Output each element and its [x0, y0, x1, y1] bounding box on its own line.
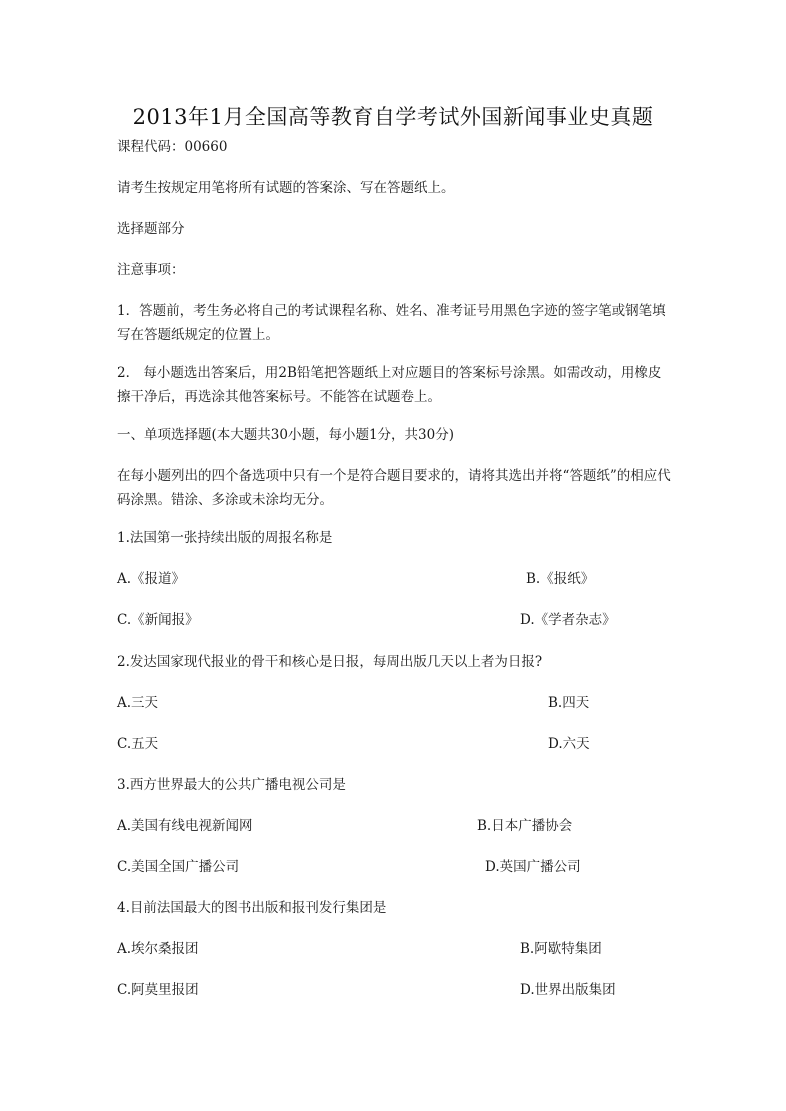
option-d: D.世界出版集团	[520, 982, 616, 998]
option-b: B.日本广播协会	[477, 818, 573, 834]
instruction-text: 请考生按规定用笔将所有试题的答案涂、写在答题纸上。	[117, 180, 455, 196]
course-code: 课程代码：00660	[117, 139, 228, 155]
option-d: D.《学者杂志》	[520, 612, 616, 628]
option-c: C.《新闻报》	[117, 612, 199, 628]
question-stem: 3.西方世界最大的公共广播电视公司是	[117, 777, 346, 793]
note-1: 1．答题前，考生务必将自己的考试课程名称、姓名、准考证号用黑色字迹的签字笔或钢笔填写在答题纸规定的位置上。	[117, 303, 666, 343]
notes-heading: 注意事项：	[117, 262, 185, 278]
option-a: A.《报道》	[117, 571, 186, 587]
option-b: B.《报纸》	[526, 571, 595, 587]
option-d: D.英国广播公司	[485, 859, 581, 875]
option-b: B.四天	[548, 695, 590, 711]
option-a: A.埃尔桑报团	[117, 941, 199, 957]
note-2: 2． 每小题选出答案后，用2B铅笔把答题纸上对应题目的答案标号涂黑。如需改动，用橡皮擦干净后，再选涂其他答案标号。不能答在试题卷上。	[117, 365, 662, 405]
question-stem: 1.法国第一张持续出版的周报名称是	[117, 530, 333, 546]
part1-heading: 一、单项选择题(本大题共30小题，每小题1分，共30分)	[117, 427, 454, 443]
question-stem: 2.发达国家现代报业的骨干和核心是日报，每周出版几天以上者为日报?	[117, 654, 543, 670]
option-d: D.六天	[548, 736, 590, 752]
option-c: C.五天	[117, 736, 159, 752]
option-b: B.阿歇特集团	[520, 941, 602, 957]
section-label: 选择题部分	[117, 221, 185, 237]
option-c: C.美国全国广播公司	[117, 859, 240, 875]
option-a: A.三天	[117, 695, 159, 711]
option-c: C.阿莫里报团	[117, 982, 199, 998]
option-a: A.美国有线电视新闻网	[117, 818, 253, 834]
document-title: 2013年1月全国高等教育自学考试外国新闻事业史真题	[132, 105, 654, 129]
question-stem: 4.目前法国最大的图书出版和报刊发行集团是	[117, 900, 387, 916]
part1-description: 在每小题列出的四个备选项中只有一个是符合题目要求的，请将其选出并将“答题纸”的相应代码涂黑。错涂、多涂或未涂均无分。	[117, 468, 671, 508]
